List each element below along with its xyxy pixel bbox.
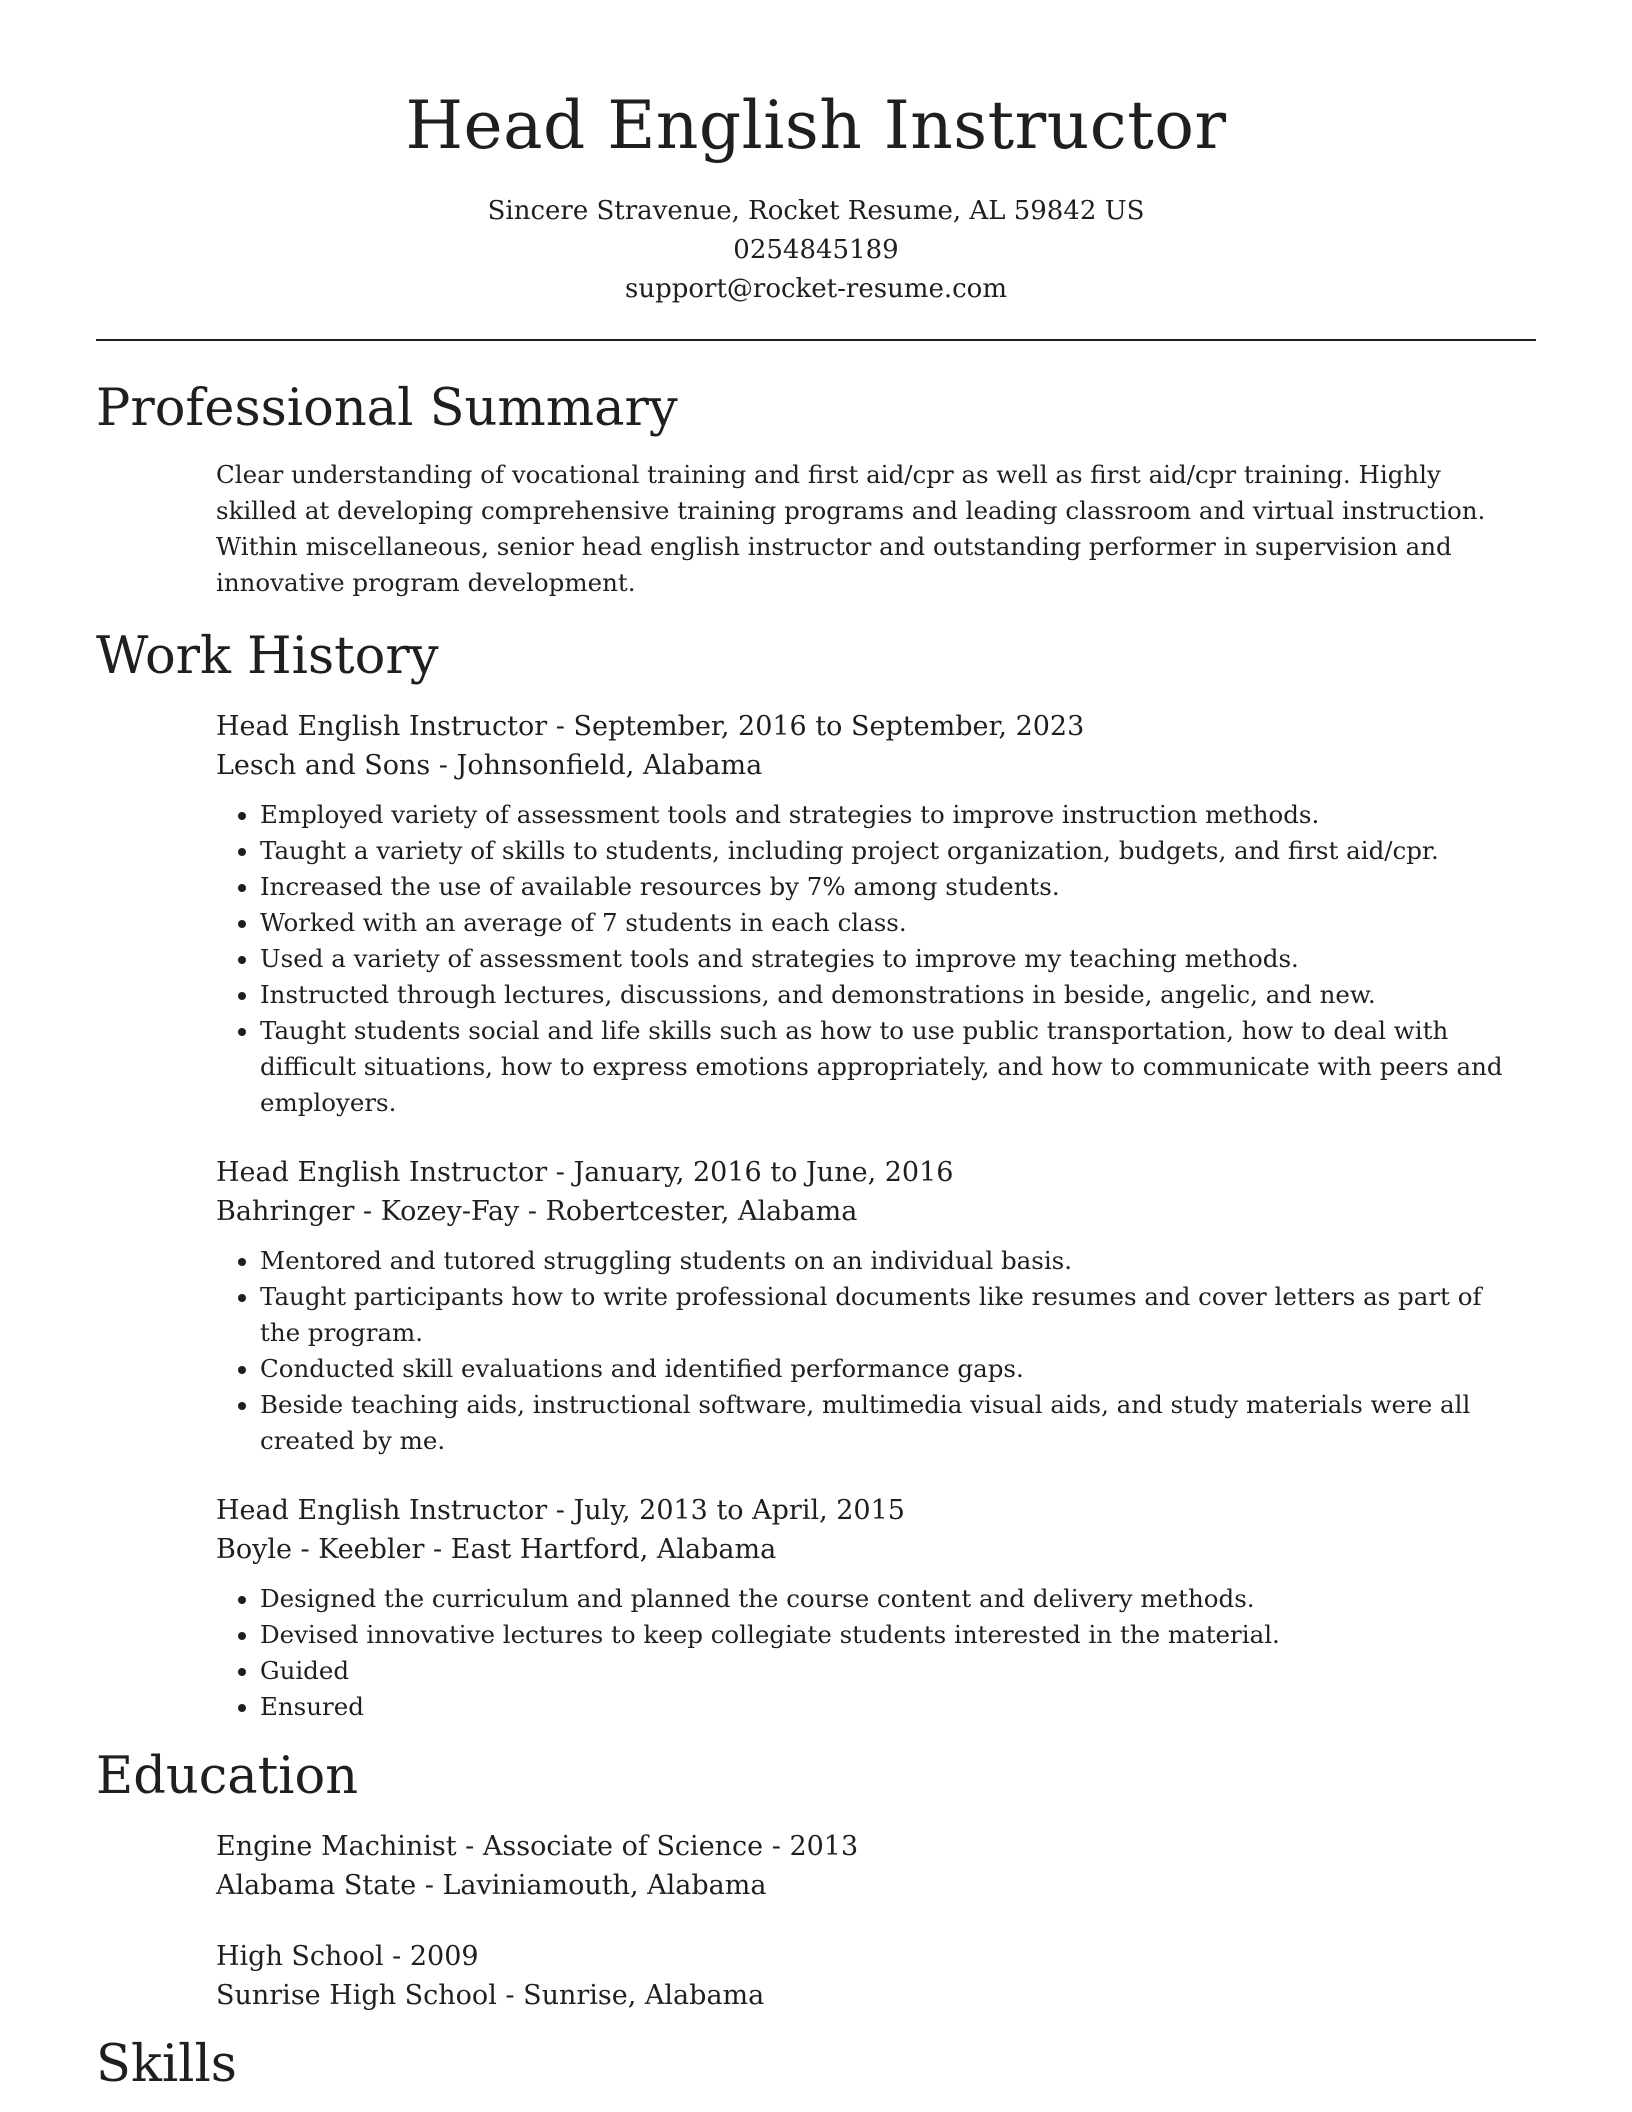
separator: - xyxy=(547,711,574,742)
contact-block xyxy=(96,192,1536,309)
list-item: • Devised innovative lectures to keep collegiate students interested in the material. xyxy=(260,1617,1516,1653)
list-item: • Guided xyxy=(260,1653,1516,1689)
job-company-line xyxy=(216,1530,1516,1569)
contact-email: support@rocket-resume.com xyxy=(624,274,1007,304)
job-company: Bahringer - Kozey-Fay xyxy=(216,1196,520,1227)
list-item: • Mentored and tutored struggling students on an individual basis. xyxy=(260,1243,1516,1279)
work-title: Work History xyxy=(96,627,439,686)
list-item: • Increased the use of available resources by 7% among students. xyxy=(260,869,1516,905)
job-location: Johnsonfield, Alabama xyxy=(456,750,763,781)
job-entry xyxy=(216,707,1516,1121)
job-role: Head English Instructor xyxy=(216,711,548,742)
job-dates: January, 2016 to June, 2016 xyxy=(573,1157,954,1188)
job-entry xyxy=(216,1153,1516,1459)
list-item: • Ensured xyxy=(260,1689,1516,1725)
education-title: Education xyxy=(96,1747,359,1806)
education-section xyxy=(96,1747,1536,2015)
job-dates: September, 2016 to September, 2023 xyxy=(573,711,1085,742)
header-divider xyxy=(96,339,1536,341)
job-bullets xyxy=(216,1581,1516,1725)
job-company-line xyxy=(216,1192,1516,1231)
list-item: • Worked with an average of 7 students in each class. xyxy=(260,905,1516,941)
job-company: Boyle - Keebler xyxy=(216,1534,425,1565)
separator: - xyxy=(547,1157,574,1188)
contact-address: Sincere Stravenue, Rocket Resume, AL 59842 US xyxy=(487,196,1145,226)
job-company-line xyxy=(216,746,1516,785)
job-location: East Hartford, Alabama xyxy=(450,1534,777,1565)
list-item: • Beside teaching aids, instructional software, multimedia visual aids, and study materials were all created by me. xyxy=(260,1387,1516,1459)
separator: - xyxy=(430,750,457,781)
list-item: • Taught participants how to write professional documents like resumes and cover letters as part of the program. xyxy=(260,1279,1516,1351)
list-item: • Designed the curriculum and planned the course content and delivery methods. xyxy=(260,1581,1516,1617)
education-school-line: Sunrise High School - Sunrise, Alabama xyxy=(216,1980,765,2011)
education-entry xyxy=(216,1827,1516,1905)
job-title-line xyxy=(216,1153,1516,1192)
separator: - xyxy=(424,1534,451,1565)
education-school-line: Alabama State - Laviniamouth, Alabama xyxy=(216,1870,767,1901)
job-dates: July, 2013 to April, 2015 xyxy=(573,1495,905,1526)
summary-text: Clear understanding of vocational training and first aid/cpr as well as first aid/cpr training. Highly skilled at developing comprehensive training programs and leading classroom and virtual instruction. Within miscellaneous, senior head english instructor and outstanding performer in supervision and innovative program development. xyxy=(216,460,1486,597)
education-degree-line: Engine Machinist - Associate of Science - 2013 xyxy=(216,1831,859,1862)
list-item: • Used a variety of assessment tools and strategies to improve my teaching methods. xyxy=(260,941,1516,977)
job-location: Robertcester, Alabama xyxy=(545,1196,858,1227)
job-role: Head English Instructor xyxy=(216,1157,548,1188)
contact-phone: 0254845189 xyxy=(733,235,899,265)
summary-section xyxy=(96,379,1536,601)
job-entry xyxy=(216,1491,1516,1725)
separator: - xyxy=(547,1495,574,1526)
job-role: Head English Instructor xyxy=(216,1495,548,1526)
resume-page xyxy=(96,0,1536,2095)
list-item: • Taught students social and life skills such as how to use public transportation, how to deal with difficult situations, how to express emotions appropriately, and how to communicate with peers and employers. xyxy=(260,1013,1516,1121)
education-degree-line: High School - 2009 xyxy=(216,1941,479,1972)
summary-title: Professional Summary xyxy=(96,379,678,438)
job-bullets xyxy=(216,797,1516,1121)
list-item: • Taught a variety of skills to students, including project organization, budgets, and first aid/cpr. xyxy=(260,833,1516,869)
job-title-line xyxy=(216,707,1516,746)
skills-title: Skills xyxy=(96,2035,237,2094)
list-item: • Conducted skill evaluations and identified performance gaps. xyxy=(260,1351,1516,1387)
list-item: • Instructed through lectures, discussions, and demonstrations in beside, angelic, and new. xyxy=(260,977,1516,1013)
separator: - xyxy=(519,1196,546,1227)
skills-section xyxy=(96,2035,1536,2095)
work-section xyxy=(96,627,1536,1725)
job-bullets xyxy=(216,1243,1516,1459)
education-entry xyxy=(216,1937,1516,2015)
job-company: Lesch and Sons xyxy=(216,750,431,781)
job-title-line xyxy=(216,1491,1516,1530)
list-item: • Employed variety of assessment tools and strategies to improve instruction methods. xyxy=(260,797,1516,833)
resume-name: Head English Instructor xyxy=(405,87,1227,164)
